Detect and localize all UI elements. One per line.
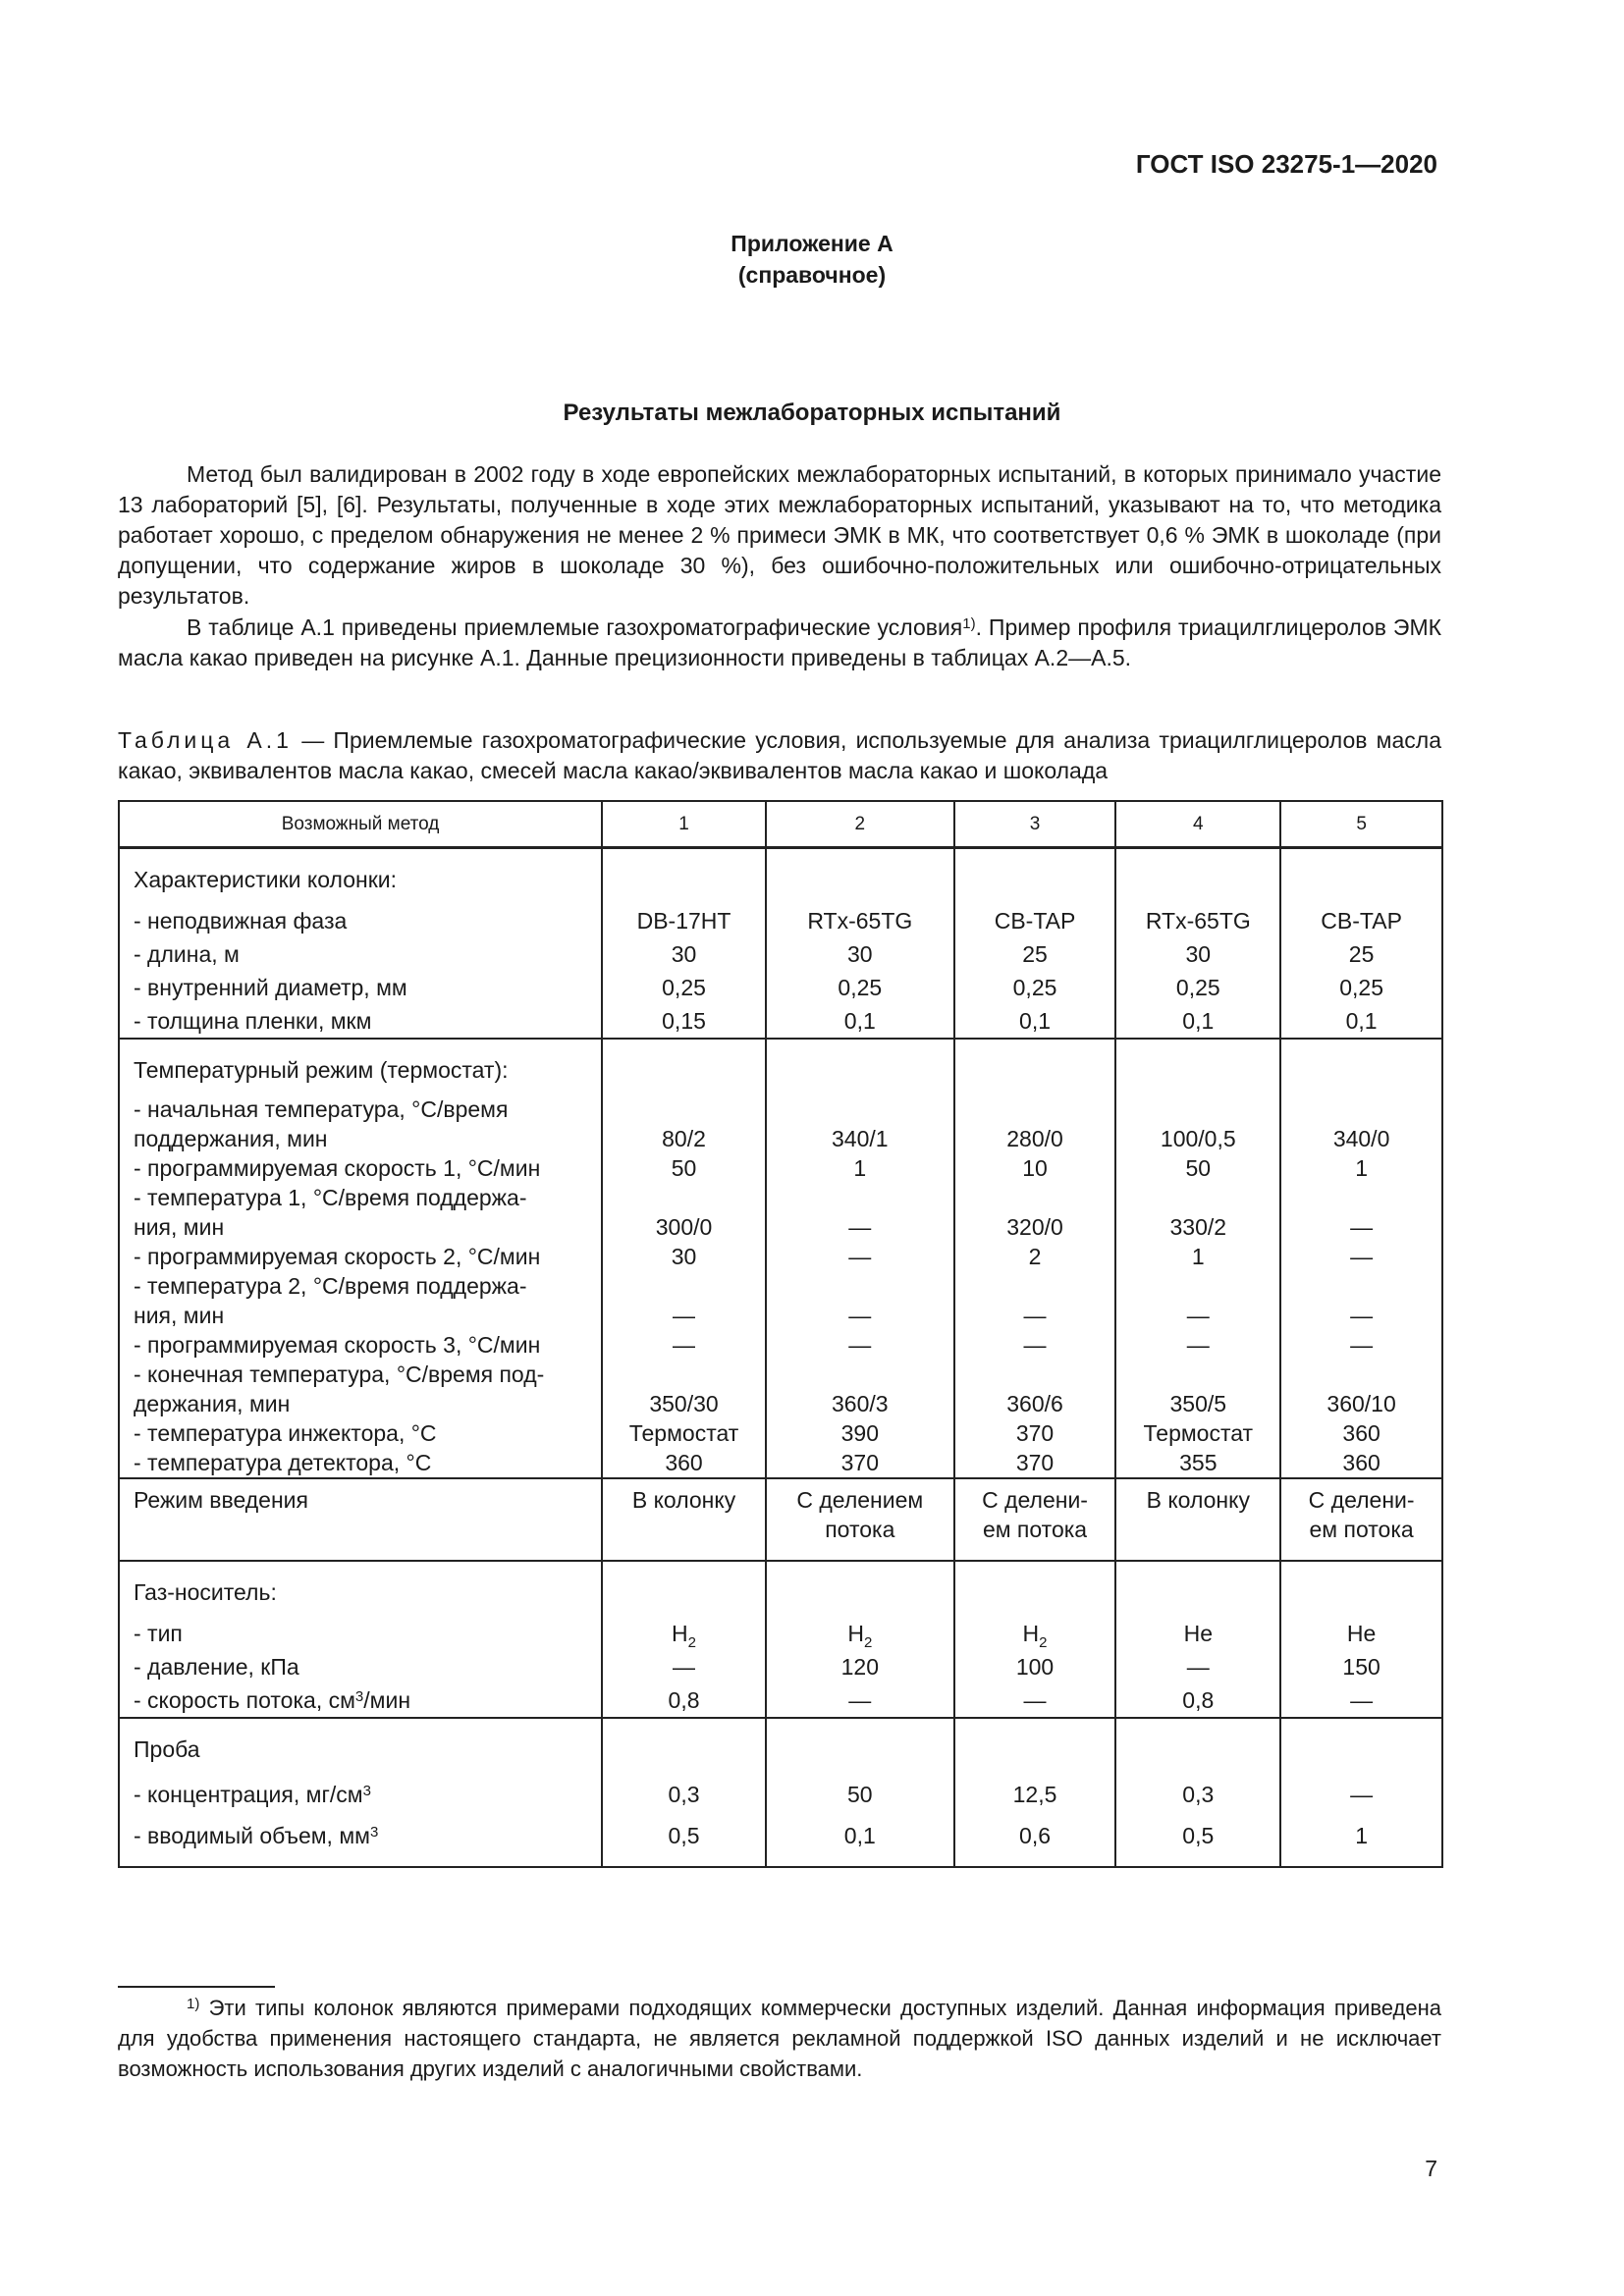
method-4-sample	[1115, 1718, 1280, 1867]
table-cell: 0,25	[838, 975, 883, 1000]
table-cell: 360/10	[1326, 1391, 1396, 1416]
table-row-temperature	[119, 1039, 1442, 1478]
table-cell: 370	[840, 1450, 879, 1475]
sample-labels	[119, 1718, 602, 1867]
table-cell: 0,25	[1175, 975, 1220, 1000]
row-label: - вводимый объем, $мм^3$	[134, 1823, 379, 1848]
table-cell: 320/0	[1006, 1214, 1063, 1240]
carrier-labels	[119, 1561, 602, 1718]
table-cell: —	[1186, 1332, 1210, 1358]
row-label: - длина, м	[134, 941, 240, 967]
method-1-carrier	[602, 1561, 766, 1718]
header-cell: 2	[766, 801, 954, 848]
table-cell: 0,1	[1182, 1008, 1215, 1034]
table-cell: 1	[1355, 1155, 1368, 1181]
row-label: - программируемая скорость 2, °C/мин	[134, 1244, 541, 1269]
row-label: - температура 2, °C/время поддержа-	[134, 1273, 527, 1299]
table-cell: 100	[1015, 1654, 1055, 1680]
paragraph-2-end: . Пример профиля триацилглицеролов ЭМК масла какао приведен на рисунке А.1. Данные прецизионности приведены в таблицах А.2—А.5.	[118, 614, 1441, 670]
table-cell: 80/2	[662, 1126, 706, 1151]
table-cell: 30	[1185, 941, 1212, 967]
table-cell: 0,3	[668, 1782, 700, 1807]
table-cell: 0,25	[1012, 975, 1057, 1000]
table-caption-label: Таблица А.1	[118, 727, 293, 753]
table-cell: 0,15	[662, 1008, 706, 1034]
table-caption-text: — Приемлемые газохроматографические условия, используемые для анализа триацилглицеролов масла какао, эквивалентов масла какао, смесей масла какао/эквивалентов масла какао и шоколада	[118, 727, 1442, 783]
table-cell: 25	[1022, 941, 1048, 967]
header-cell: 5	[1280, 801, 1442, 848]
table-cell: 2	[1028, 1244, 1042, 1269]
table-cell: CB-TAP	[994, 908, 1076, 934]
footnote-reference: 1)	[962, 615, 976, 632]
table-cell: С делени- ем потока	[954, 1478, 1116, 1561]
table-cell: 12,5	[1012, 1782, 1057, 1807]
method-5-carrier	[1280, 1561, 1442, 1718]
table-cell: —	[848, 1244, 872, 1269]
table-cell: 1	[1355, 1823, 1368, 1848]
row-label: - температура инжектора, °C	[134, 1420, 437, 1446]
row-label: - тип	[134, 1621, 183, 1646]
method-1-column	[602, 848, 766, 1040]
table-cell: 1	[853, 1155, 867, 1181]
table-cell: 360/3	[832, 1391, 889, 1416]
table-cell: С делением потока	[766, 1478, 954, 1561]
method-2-carrier	[766, 1561, 954, 1718]
table-row-injection	[119, 1478, 1442, 1561]
method-2-column	[766, 848, 954, 1040]
table-cell: —	[1350, 1214, 1374, 1240]
method-2-temperature	[766, 1039, 954, 1478]
gc-conditions-table	[118, 800, 1443, 1868]
row-label: - программируемая скорость 3, °C/мин	[134, 1332, 541, 1358]
table-cell: —	[1186, 1303, 1210, 1328]
method-5-column	[1280, 848, 1442, 1040]
table-cell: 50	[1185, 1155, 1212, 1181]
table-cell: $H_2$	[1022, 1621, 1048, 1651]
table-cell: Термостат	[1143, 1420, 1254, 1446]
appendix-subtitle: (справочное)	[737, 262, 887, 288]
row-label: держания, мин	[134, 1391, 291, 1416]
table-cell: 0,25	[1339, 975, 1383, 1000]
table-cell: —	[673, 1303, 696, 1328]
method-3-carrier	[954, 1561, 1116, 1718]
method-5-sample	[1280, 1718, 1442, 1867]
footnote-text: Эти типы колонок являются примерами подходящих коммерчески доступных изделий. Данная информация приведена для удобства применения настоящего стандарта, не является рекламной поддержкой ISO данных изделий и не исключает возможность использования других изделий с аналогичными свойствами.	[118, 1996, 1441, 2081]
page-number: 7	[1425, 2156, 1437, 2181]
header-cell: 4	[1115, 801, 1280, 848]
table-cell: He	[1346, 1621, 1377, 1646]
table-cell: —	[1350, 1782, 1374, 1807]
table-cell: 300/0	[655, 1214, 713, 1240]
table-cell: 360	[665, 1450, 703, 1475]
table-cell: —	[848, 1214, 872, 1240]
appendix-title: Приложение А	[731, 231, 893, 256]
table-row-column	[119, 848, 1442, 1040]
row-label: - программируемая скорость 1, °C/мин	[134, 1155, 541, 1181]
row-label: - температура детектора, °C	[134, 1450, 432, 1475]
section-title: Результаты межлабораторных испытаний	[563, 400, 1061, 426]
table-cell: 0,5	[668, 1823, 700, 1848]
table-cell: —	[848, 1687, 872, 1713]
table-cell: 340/1	[832, 1126, 889, 1151]
table-cell: 0,1	[1019, 1008, 1052, 1034]
paragraph-2	[118, 613, 1441, 673]
row-label: - давление, кПа	[134, 1654, 299, 1680]
row-label: - внутренний диаметр, мм	[134, 975, 407, 1000]
table-header-row	[119, 801, 1442, 848]
method-4-carrier	[1115, 1561, 1280, 1718]
header-cell: 1	[602, 801, 766, 848]
column-labels	[119, 848, 602, 1040]
method-5-temperature	[1280, 1039, 1442, 1478]
row-label: - толщина пленки, мкм	[134, 1008, 372, 1034]
header-cell: Возможный метод	[119, 801, 602, 848]
table-cell: 360	[1342, 1420, 1380, 1446]
group-title: Проба	[134, 1736, 200, 1762]
table-cell: 30	[671, 1244, 697, 1269]
row-label: поддержания, мин	[134, 1126, 328, 1151]
table-cell: 0,5	[1182, 1823, 1215, 1848]
table-cell: 340/0	[1332, 1126, 1390, 1151]
table-cell: RTx-65TG	[807, 908, 913, 934]
table-cell: 0,1	[1345, 1008, 1378, 1034]
paragraph-1: Метод был валидирован в 2002 году в ходе европейских межлабораторных испытаний, в которых принимало участие 13 лабораторий [5], [6]. Результаты, полученные в ходе этих межлабораторных испытаний, указывают на то, что методика работает хорошо, с пределом обнаружения не менее 2 % примеси ЭМК в МК, что соответствует 0,6 % ЭМК в шоколаде (при допущении, что содержание жиров в шоколаде 30 %), без ошибочно-положительных или ошибочно-отрицательных результатов.	[118, 461, 1441, 609]
table-cell: RTx-65TG	[1145, 908, 1251, 934]
table-cell: С делени- ем потока	[1280, 1478, 1442, 1561]
table-cell: $H_2$	[847, 1621, 873, 1651]
table-cell: 0,1	[843, 1008, 876, 1034]
appendix-heading	[0, 228, 1624, 291]
table-cell: —	[1186, 1654, 1210, 1680]
table-cell: 390	[840, 1420, 879, 1446]
table-cell: 350/30	[649, 1391, 719, 1416]
footnote-marker: 1)	[187, 1996, 200, 2012]
table-cell: 0,3	[1182, 1782, 1215, 1807]
table-cell: 0,8	[668, 1687, 700, 1713]
table-cell: —	[1023, 1303, 1047, 1328]
method-3-column	[954, 848, 1116, 1040]
temperature-labels	[119, 1039, 602, 1478]
method-3-temperature	[954, 1039, 1116, 1478]
table-cell: 0,1	[843, 1823, 876, 1848]
table-cell: —	[848, 1332, 872, 1358]
group-title: Температурный режим (термостат):	[134, 1057, 509, 1083]
table-row-sample	[119, 1718, 1442, 1867]
row-label: - температура 1, °C/время поддержа-	[134, 1185, 527, 1210]
paragraph-2-start: В таблице А.1 приведены приемлемые газохроматографические условия	[187, 614, 963, 640]
table-cell: 360	[1342, 1450, 1380, 1475]
table-cell: В колонку	[602, 1478, 766, 1561]
table-cell: 370	[1015, 1450, 1055, 1475]
method-1-sample	[602, 1718, 766, 1867]
row-label: - концентрация, $мг/см^3$	[134, 1782, 371, 1807]
row-label: ния, мин	[134, 1303, 225, 1328]
method-2-sample	[766, 1718, 954, 1867]
table-cell: 350/5	[1169, 1391, 1227, 1416]
table-cell: —	[1350, 1303, 1374, 1328]
table-cell: 0,25	[662, 975, 706, 1000]
table-cell: —	[673, 1654, 696, 1680]
header-cell: 3	[954, 801, 1116, 848]
table-cell: —	[848, 1303, 872, 1328]
table-cell: 25	[1348, 941, 1375, 967]
table-cell: 150	[1342, 1654, 1380, 1680]
table-cell: 50	[847, 1782, 873, 1807]
table-cell: 360/6	[1006, 1391, 1063, 1416]
method-4-column	[1115, 848, 1280, 1040]
group-title: Характеристики колонки:	[134, 867, 398, 892]
group-title: Газ-носитель:	[134, 1579, 277, 1605]
table-cell: —	[1350, 1244, 1374, 1269]
row-label: - конечная температура, °C/время под-	[134, 1362, 545, 1387]
document-code: ГОСТ ISO 23275-1—2020	[1135, 149, 1437, 179]
table-cell: 280/0	[1006, 1126, 1063, 1151]
footnote-separator	[118, 1986, 275, 1988]
table-cell: 1	[1191, 1244, 1205, 1269]
row-label: Режим введения	[119, 1478, 602, 1561]
table-cell: 0,6	[1019, 1823, 1052, 1848]
table-cell: В колонку	[1115, 1478, 1280, 1561]
row-label: ния, мин	[134, 1214, 225, 1240]
footnote	[118, 1993, 1441, 2084]
table-cell: 30	[671, 941, 697, 967]
table-cell: 120	[840, 1654, 879, 1680]
row-label: - неподвижная фаза	[134, 908, 348, 934]
table-cell: DB-17HT	[636, 908, 731, 934]
row-label: - начальная температура, °C/время	[134, 1096, 509, 1122]
table-cell: —	[1023, 1687, 1047, 1713]
table-cell: —	[1023, 1332, 1047, 1358]
method-3-sample	[954, 1718, 1116, 1867]
table-cell: —	[1350, 1687, 1374, 1713]
table-cell: Термостат	[628, 1420, 739, 1446]
table-caption	[118, 725, 1441, 786]
method-4-temperature	[1115, 1039, 1280, 1478]
table-cell: CB-TAP	[1321, 908, 1402, 934]
table-cell: 50	[671, 1155, 697, 1181]
table-cell: $H_2$	[672, 1621, 697, 1651]
table-cell: —	[673, 1332, 696, 1358]
table-cell: 10	[1022, 1155, 1048, 1181]
table-cell: He	[1183, 1621, 1213, 1646]
row-label: - скорость потока, $см^3$/мин	[134, 1687, 411, 1713]
table-cell: 355	[1179, 1450, 1218, 1475]
table-cell: 330/2	[1169, 1214, 1227, 1240]
table-cell: 100/0,5	[1160, 1126, 1236, 1151]
table-cell: —	[1350, 1332, 1374, 1358]
table-cell: 370	[1015, 1420, 1055, 1446]
table-cell: 30	[847, 941, 873, 967]
method-1-temperature	[602, 1039, 766, 1478]
table-row-carrier-gas	[119, 1561, 1442, 1718]
table-cell: 0,8	[1182, 1687, 1215, 1713]
